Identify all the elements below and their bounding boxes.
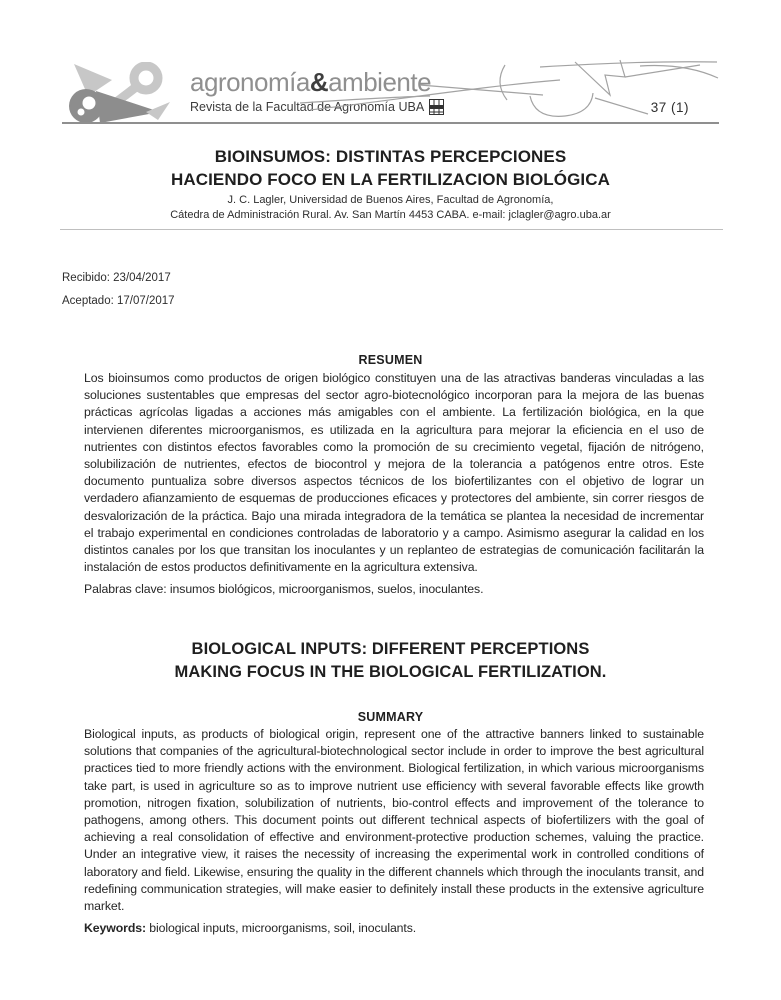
journal-name [190,68,444,96]
palabras-clave-label: Palabras clave: [84,582,167,597]
journal-logo-icon [58,62,188,126]
summary-section [84,726,704,937]
author-line2: Cátedra de Administración Rural. Av. San Martín 4453 CABA. e-mail: jclagler@agro.uba.ar [170,208,611,221]
journal-name-ampersand: & [309,67,329,97]
article-title-es-line1: BIOINSUMOS: DISTINTAS PERCEPCIONES [214,147,567,166]
summary-heading: SUMMARY [357,710,424,724]
article-title-en-line2: MAKING FOCUS IN THE BIOLOGICAL FERTILIZATION. [174,663,607,681]
author-line1: J. C. Lagler, Universidad de Buenos Aires, Facultad de Agronomía, [227,194,554,206]
header-rule [62,122,719,124]
palabras-clave-text: insumos biológicos, microorganismos, suelos, inoculantes. [166,582,484,597]
journal-subtitle-row [190,99,444,115]
article-title-es [0,146,781,191]
accepted-label: Aceptado: [62,295,114,307]
uba-crest-icon [429,99,444,115]
keywords-row [84,920,704,937]
received-date-row [62,267,175,290]
journal-header [0,0,781,130]
journal-brand [190,68,444,115]
journal-name-part1: agronomía [190,67,310,97]
journal-subtitle: Revista de la Facultad de Agronomía UBA [190,100,425,114]
accepted-date-row [62,290,175,313]
article-title-en-line1: BIOLOGICAL INPUTS: DIFFERENT PERCEPTIONS [191,640,590,658]
summary-body: Biological inputs, as products of biological origin, represent one of the attractive banners linked to sustainable solutions that companies of the agricultural-biotechnological sector include in order to improve the best agricultural practices tied to more friendly actions with the environment. Biological fertilization, in which various microorganisms take part, is used in agriculture so as to improve nutrient use efficiency with several favorable effects like growth promotion, nitrogen fixation, solubilization of nutrients, bio-control effects and improvement of the tolerance to pathogens, among others. This document points out different technical aspects of biofertilizers with the goal of achieving a real consolidation of effective and environment-protective production schemes, valuing the practice. Under an integrative view, it raises the necessity of increasing the experimental work in controlled conditions of laboratory and field. Likewise, ensuring the quality in the different channels which through the inoculants transit, and redefining communication strategies, will make easier to definitely install these products in the extensive agriculture market. [84,727,704,914]
article-title-en [0,638,781,684]
author-affiliation [0,193,781,222]
received-date: 23/04/2017 [113,272,171,284]
resumen-section [84,370,704,599]
resumen-body: Los bioinsumos como productos de origen biológico constituyen una de las atractivas banderas vinculadas a las soluciones sustentables que empresas del sector agro-biotecnológico incorporan para la mejora de las buenas prácticas agrícolas ligadas a acciones más amigables con el ambiente. La fertilización biológica, en la que intervienen diferentes microorganismos, es utilizada en la agricultura para mejorar la eficiencia en el uso de nutrientes con distintos efectos favorables como la promoción de su crecimiento vegetal, fijación de nitrógeno, solubilización de nutrientes, efectos de biocontrol y mejora de la tolerancia a patógenos entre otros. Este documento puntualiza sobre diversos aspectos técnicos de los biofertilizantes con el objetivo de lograr un verdadero afianzamiento de esquemas de producciones eficaces y protectores del ambiente, sin correr riesgos de desvalorización de la práctica. Bajo una mirada integradora de la temática se plantea la necesidad de incrementar el trabajo experimental en condiciones controladas de laboratorio y a campo. Asimismo asegurar la calidad en los distintos canales por los que transitan los inoculantes y un replanteo de estrategias de comunicación facilitarán la instalación de estos productos definitivamente en la agricultura extensiva. [84,371,704,575]
author-divider-rule [60,229,723,230]
received-label: Recibido: [62,272,110,284]
accepted-date: 17/07/2017 [117,295,175,307]
issue-number: 37 (1) [650,100,689,115]
keywords-label: Keywords: [84,921,146,936]
resumen-heading: RESUMEN [358,353,423,367]
keywords-text: biological inputs, microorganisms, soil, inoculants. [145,921,417,936]
submission-dates [62,267,175,313]
article-title-es-line2: HACIENDO FOCO EN LA FERTILIZACION BIOLÓGICA [170,169,611,189]
journal-name-part2: ambiente [328,67,432,97]
palabras-clave-row [84,581,704,598]
